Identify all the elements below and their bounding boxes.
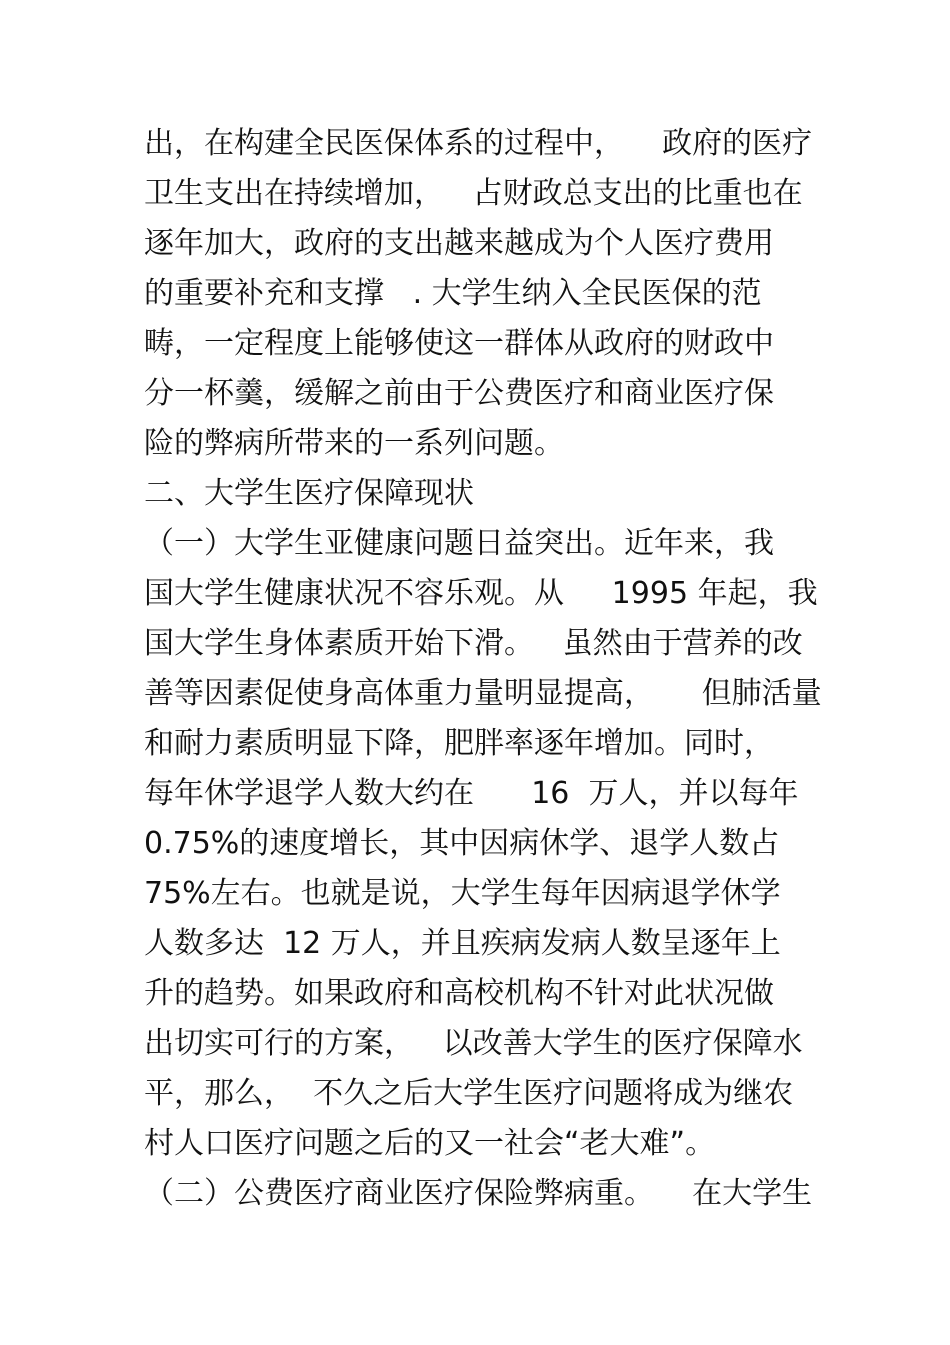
paragraph-line-2: 卫生支出在持续增加， 占财政总支出的比重也在 xyxy=(144,176,803,211)
paragraph-line-7: 险的弊病所带来的一系列问题。 xyxy=(144,426,564,461)
paragraph-line-19: 出切实可行的方案， 以改善大学生的医疗保障水 xyxy=(144,1026,803,1061)
paragraph-line-21: 村人口医疗问题之后的又一社会“老大难”。 xyxy=(144,1126,716,1161)
paragraph-line-1: 出，在构建全民医保体系的过程中， 政府的医疗 xyxy=(144,126,813,161)
paragraph-line-14: 每年休学退学人数大约在 16 万人，并以每年 xyxy=(144,776,799,811)
paragraph-line-10: 国大学生健康状况不容乐观。从 1995 年起，我 xyxy=(144,576,818,611)
paragraph-line-17: 人数多达 12 万人，并且疾病发病人数呈逐年上 xyxy=(144,926,781,961)
section-heading: 二、大学生医疗保障现状 xyxy=(144,476,474,511)
paragraph-line-20: 平，那么， 不久之后大学生医疗问题将成为继农 xyxy=(144,1076,794,1111)
paragraph-line-6: 分一杯羹，缓解之前由于公费医疗和商业医疗保 xyxy=(144,376,774,411)
paragraph-line-4: 的重要补充和支撑 . 大学生纳入全民医保的范 xyxy=(144,276,762,311)
paragraph-line-18: 升的趋势。如果政府和高校机构不针对此状况做 xyxy=(144,976,774,1011)
paragraph-line-15: 0.75%的速度增长，其中因病休学、退学人数占 xyxy=(144,826,780,861)
paragraph-line-5: 畴，一定程度上能够使这一群体从政府的财政中 xyxy=(144,326,774,361)
paragraph-line-11: 国大学生身体素质开始下滑。 虽然由于营养的改 xyxy=(144,626,803,661)
paragraph-line-16: 75%左右。也就是说，大学生每年因病退学休学 xyxy=(144,876,781,911)
paragraph-line-13: 和耐力素质明显下降，肥胖率逐年增加。同时， xyxy=(144,726,774,761)
paragraph-line-22: （二）公费医疗商业医疗保险弊病重。 在大学生 xyxy=(144,1176,813,1211)
paragraph-line-3: 逐年加大，政府的支出越来越成为个人医疗费用 xyxy=(144,226,774,261)
paragraph-line-9: （一）大学生亚健康问题日益突出。近年来，我 xyxy=(144,526,774,561)
paragraph-line-12: 善等因素促使身高体重力量明显提高， 但肺活量 xyxy=(144,676,822,711)
